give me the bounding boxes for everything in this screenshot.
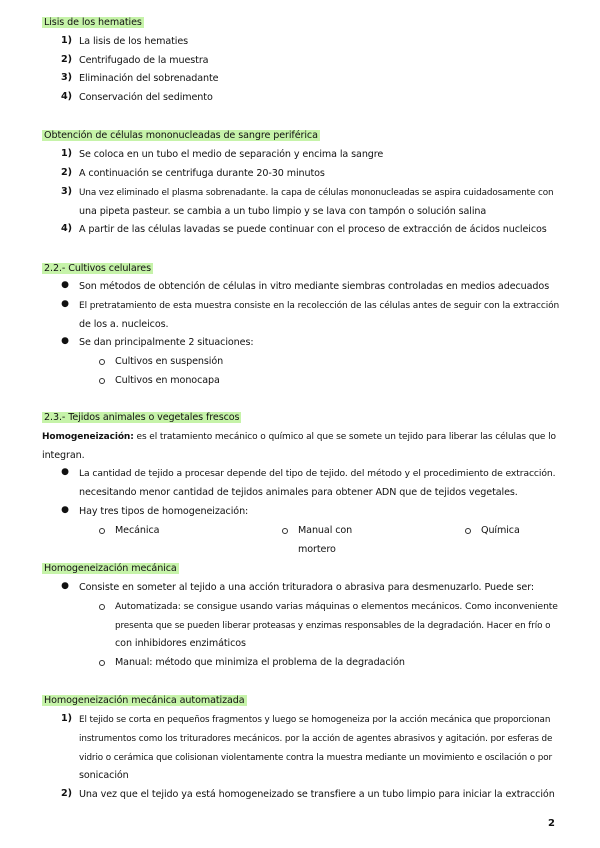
bullet-item: Consiste en someter al tejido a una acción trituradora o abrasiva para desmenuzarlo. Puede ser:: [79, 582, 535, 593]
list-number: 1): [60, 713, 72, 724]
bullet-item: Hay tres tipos de homogeneización:: [79, 506, 249, 517]
bullet-item: La cantidad de tejido a procesar depende del tipo de tejido. del método y el procedimiento de extracción.: [79, 468, 556, 479]
section-heading-lisis: Lisis de los hematies: [44, 17, 142, 28]
definition-term: Homogeneización:: [42, 432, 134, 442]
list-item: Eliminación del sobrenadante: [79, 73, 219, 84]
sub-bullet-icon: [99, 604, 105, 610]
section-heading-homogeneizacion-mecanica: Homogeneización mecánica: [44, 563, 177, 574]
sub-bullet-icon: [99, 528, 105, 534]
list-number: 1): [60, 35, 72, 46]
list-item: Centrifugado de la muestra: [79, 55, 209, 66]
sub-bullet-continuation: con inhibidores enzimáticos: [115, 638, 246, 649]
list-item: Conservación del sedimento: [79, 92, 213, 103]
sub-bullet-icon: [465, 528, 471, 534]
definition-continuation: integran.: [42, 450, 85, 461]
list-item: Una vez eliminado el plasma sobrenadante. la capa de células mononucleadas se aspira cuidadosamente con: [79, 188, 554, 198]
section-heading-tejidos: 2.3.- Tejidos animales o vegetales frescos: [44, 412, 240, 423]
list-item-continuation: vidrio o cerámica que colisionan violentamente contra la muestra mediante un movimiento e oscilación o por: [79, 753, 553, 763]
sub-bullet-item: Cultivos en monocapa: [115, 375, 220, 386]
homogenization-type-continuation: mortero: [298, 544, 336, 555]
list-item: Una vez que el tejido ya está homogeneizado se transfiere a un tubo limpio para iniciar la extracción: [79, 789, 555, 800]
list-item: El tejido se corta en pequeños fragmentos y luego se homogeneiza por la acción mecánica que proporcionan: [79, 715, 551, 725]
section-heading-mononucleadas: Obtención de células mononucleadas de sangre periférica: [44, 130, 318, 141]
page-number: 2: [548, 818, 555, 829]
list-number: 4): [60, 223, 72, 234]
bullet-item: Se dan principalmente 2 situaciones:: [79, 337, 254, 348]
sub-bullet-icon: [99, 378, 105, 384]
bullet-icon: ●: [61, 505, 69, 515]
bullet-item-continuation: necesitando menor cantidad de tejidos animales para obtener ADN que de tejidos vegetales.: [79, 487, 518, 498]
list-item-continuation: sonicación: [79, 770, 129, 781]
list-item-continuation: una pipeta pasteur. se cambia a un tubo limpio y se lava con tampón o solución salina: [79, 206, 487, 217]
list-number: 3): [60, 72, 72, 83]
bullet-icon: ●: [61, 299, 69, 309]
sub-bullet-item: Automatizada: se consigue usando varias máquinas o elementos mecánicos. Como inconveniente: [115, 601, 558, 612]
list-number: 3): [60, 186, 72, 197]
bullet-icon: ●: [61, 467, 69, 477]
bullet-icon: ●: [61, 280, 69, 290]
bullet-item: Son métodos de obtención de células in vitro mediante siembras controladas en medios adecuados: [79, 281, 550, 292]
list-number: 2): [60, 54, 72, 65]
list-item: A continuación se centrifuga durante 20-30 minutos: [79, 168, 325, 179]
list-item-continuation: instrumentos como los trituradores mecánicos. por la acción de agentes abrasivos y agitación. por esferas de: [79, 734, 553, 744]
bullet-item: El pretratamiento de esta muestra consiste en la recolección de las células antes de seguir con la extracción: [79, 301, 560, 311]
list-number: 2): [60, 788, 72, 799]
list-item: A partir de las células lavadas se puede continuar con el proceso de extracción de ácidos nucleicos: [79, 224, 547, 235]
sub-bullet-continuation: presenta que se pueden liberar proteasas y enzimas responsables de la degradación. Hacer en frío o: [115, 621, 551, 631]
sub-bullet-icon: [99, 359, 105, 365]
list-number: 4): [60, 91, 72, 102]
list-number: 1): [60, 148, 72, 159]
homogenization-type: Manual con: [298, 525, 353, 536]
bullet-item-continuation: de los a. nucleicos.: [79, 319, 169, 330]
homogenization-type: Química: [481, 525, 520, 536]
list-item: Se coloca en un tubo el medio de separación y encima la sangre: [79, 149, 384, 160]
sub-bullet-item: Cultivos en suspensión: [115, 356, 224, 367]
sub-bullet-item: Manual: método que minimiza el problema de la degradación: [115, 657, 405, 668]
sub-bullet-icon: [282, 528, 288, 534]
list-item: La lisis de los hematies: [79, 36, 189, 47]
sub-bullet-icon: [99, 660, 105, 666]
list-number: 2): [60, 167, 72, 178]
bullet-icon: ●: [61, 336, 69, 346]
section-heading-cultivos: 2.2.- Cultivos celulares: [44, 263, 151, 274]
section-heading-automatizada: Homogeneización mecánica automatizada: [44, 695, 245, 706]
homogenization-type: Mecánica: [115, 525, 160, 536]
bullet-icon: ●: [61, 581, 69, 591]
definition-line: Homogeneización: es el tratamiento mecánico o químico al que se somete un tejido para liberar las células que lo: [42, 432, 556, 442]
